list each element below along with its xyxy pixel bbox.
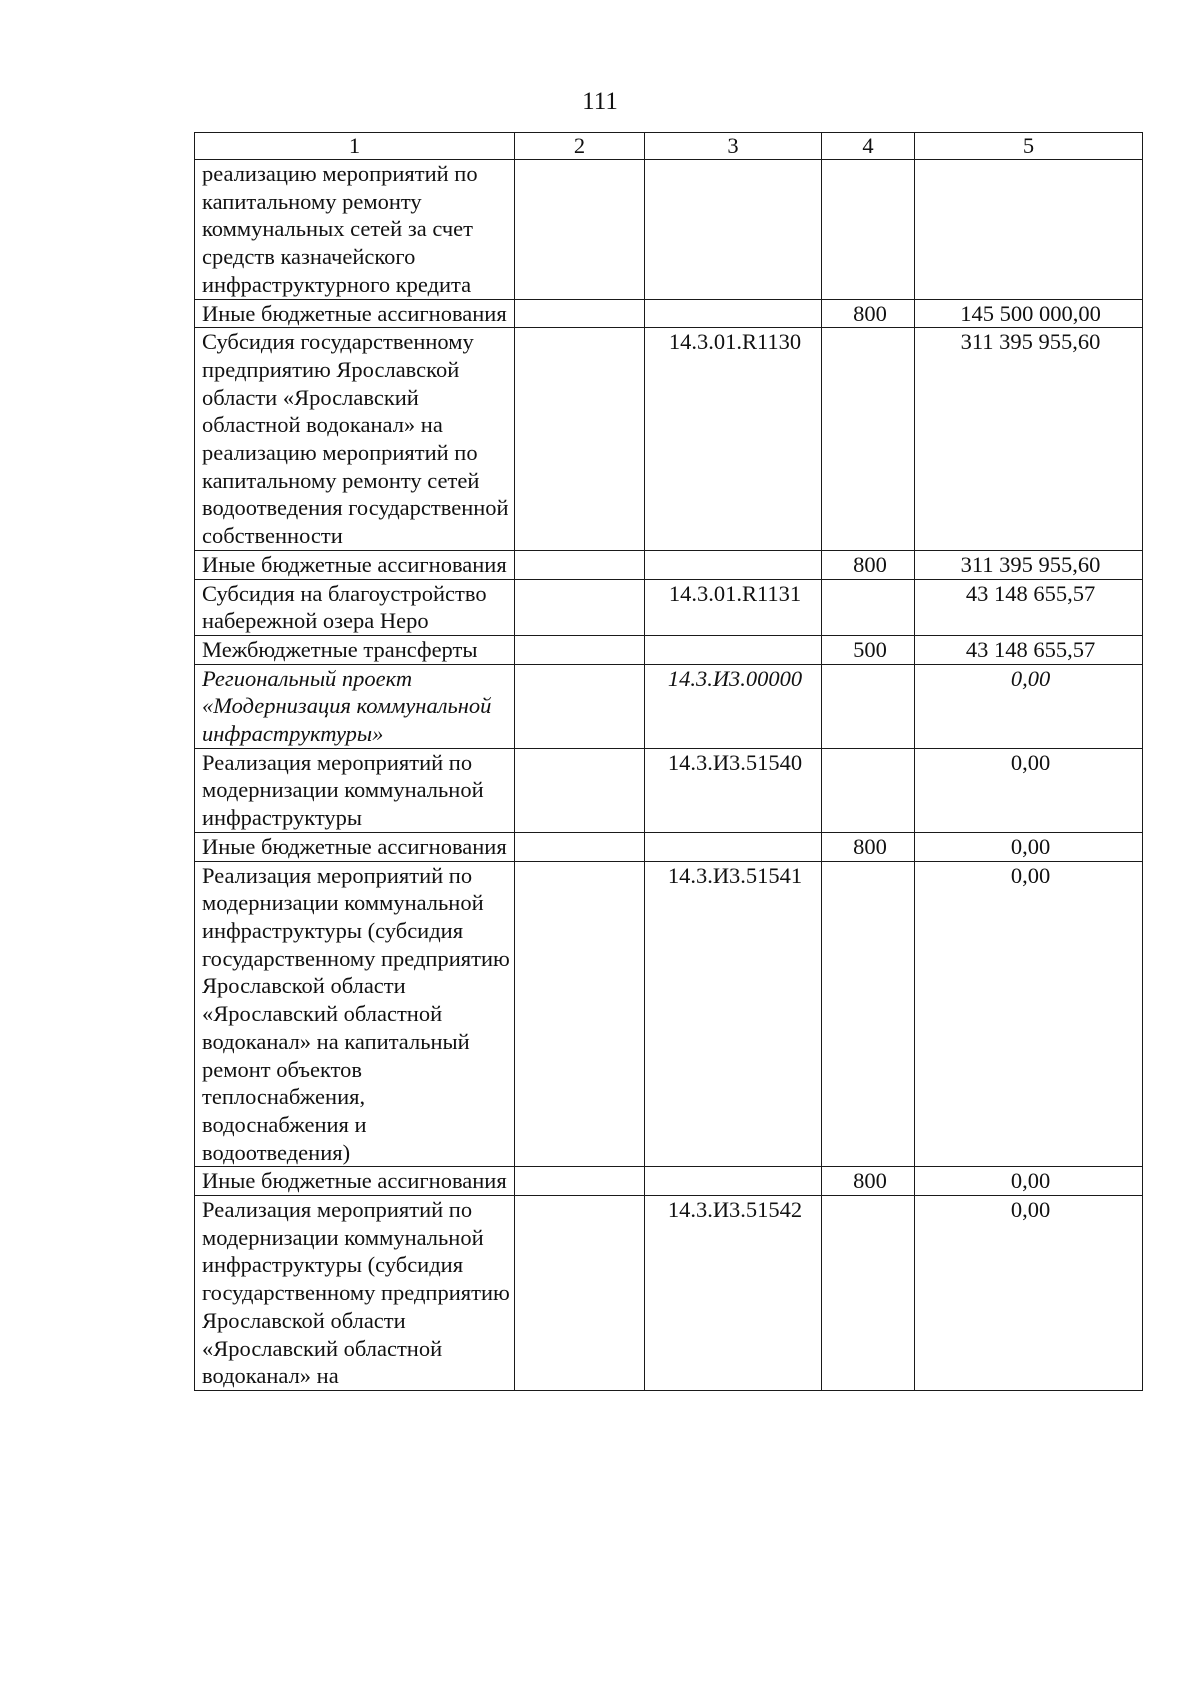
- row-code-cell: 14.3.01.R1130: [645, 328, 822, 551]
- row-amount-cell: 311 395 955,60: [915, 550, 1143, 579]
- page-number: 111: [582, 88, 618, 115]
- column-header-1: 1: [195, 133, 515, 160]
- table-row: [195, 1167, 1143, 1196]
- row-code-cell: [645, 550, 822, 579]
- row-section-cell: [515, 299, 645, 328]
- row-amount-cell: 0,00: [915, 1167, 1143, 1196]
- row-expense-type-cell: [822, 579, 915, 635]
- row-section-cell: [515, 160, 645, 300]
- row-code-cell: 14.3.И3.51540: [645, 748, 822, 832]
- row-expense-type-cell: 800: [822, 550, 915, 579]
- row-section-cell: [515, 832, 645, 861]
- table-row: [195, 328, 1143, 551]
- table-row: [195, 550, 1143, 579]
- row-name-cell: Иные бюджетные ассигнования: [195, 832, 515, 861]
- row-section-cell: [515, 748, 645, 832]
- column-header-3: 3: [645, 133, 822, 160]
- row-section-cell: [515, 328, 645, 551]
- table-row: [195, 299, 1143, 328]
- row-expense-type-cell: [822, 160, 915, 300]
- row-section-cell: [515, 550, 645, 579]
- row-name-cell: Субсидия на благоустройство набережной озера Неро: [195, 579, 515, 635]
- row-amount-cell: [915, 160, 1143, 300]
- row-name-cell: Реализация мероприятий по модернизации коммунальной инфраструктуры (субсидия государственному предприятию Ярославской области «Ярославский областной водоканал» на: [195, 1196, 515, 1391]
- row-code-cell: 14.3.И3.00000: [645, 664, 822, 748]
- table-row: [195, 861, 1143, 1167]
- table-row: [195, 635, 1143, 664]
- table-row: [195, 579, 1143, 635]
- row-name-cell: Реализация мероприятий по модернизации коммунальной инфраструктуры: [195, 748, 515, 832]
- row-name-cell: Межбюджетные трансферты: [195, 635, 515, 664]
- column-header-5: 5: [915, 133, 1143, 160]
- row-amount-cell: 145 500 000,00: [915, 299, 1143, 328]
- row-code-cell: 14.3.01.R1131: [645, 579, 822, 635]
- row-amount-cell: 43 148 655,57: [915, 635, 1143, 664]
- row-code-cell: [645, 1167, 822, 1196]
- row-name-cell: Иные бюджетные ассигнования: [195, 299, 515, 328]
- row-expense-type-cell: 800: [822, 1167, 915, 1196]
- row-name-cell: Иные бюджетные ассигнования: [195, 1167, 515, 1196]
- row-amount-cell: 0,00: [915, 861, 1143, 1167]
- row-section-cell: [515, 861, 645, 1167]
- budget-table: [194, 132, 1143, 1391]
- row-name-cell: Иные бюджетные ассигнования: [195, 550, 515, 579]
- row-name-cell: Субсидия государственному предприятию Ярославской области «Ярославский областной водоканал» на реализацию мероприятий по капитальному ремонту сетей водоотведения государственной собственности: [195, 328, 515, 551]
- row-code-cell: [645, 832, 822, 861]
- row-amount-cell: 43 148 655,57: [915, 579, 1143, 635]
- row-section-cell: [515, 635, 645, 664]
- row-expense-type-cell: 800: [822, 299, 915, 328]
- row-code-cell: 14.3.И3.51541: [645, 861, 822, 1167]
- table-row: [195, 748, 1143, 832]
- row-expense-type-cell: 500: [822, 635, 915, 664]
- row-expense-type-cell: [822, 1196, 915, 1391]
- row-code-cell: [645, 160, 822, 300]
- row-code-cell: [645, 299, 822, 328]
- row-name-cell: реализацию мероприятий по капитальному ремонту коммунальных сетей за счет средств казначейского инфраструктурного кредита: [195, 160, 515, 300]
- row-expense-type-cell: [822, 861, 915, 1167]
- table-row: [195, 832, 1143, 861]
- row-code-cell: [645, 635, 822, 664]
- row-code-cell: 14.3.И3.51542: [645, 1196, 822, 1391]
- column-header-2: 2: [515, 133, 645, 160]
- table-row: [195, 664, 1143, 748]
- column-header-4: 4: [822, 133, 915, 160]
- row-expense-type-cell: 800: [822, 832, 915, 861]
- row-section-cell: [515, 579, 645, 635]
- row-name-cell: Региональный проект «Модернизация коммунальной инфраструктуры»: [195, 664, 515, 748]
- table-row: [195, 160, 1143, 300]
- row-amount-cell: 0,00: [915, 1196, 1143, 1391]
- row-section-cell: [515, 1167, 645, 1196]
- table-header-row: [195, 133, 1143, 160]
- row-expense-type-cell: [822, 748, 915, 832]
- table-body: [195, 160, 1143, 1391]
- row-amount-cell: 311 395 955,60: [915, 328, 1143, 551]
- row-name-cell: Реализация мероприятий по модернизации коммунальной инфраструктуры (субсидия государственному предприятию Ярославской области «Ярославский областной водоканал» на капитальный ремонт объектов теплоснабжения, водоснабжения и водоотведения): [195, 861, 515, 1167]
- row-amount-cell: 0,00: [915, 748, 1143, 832]
- row-amount-cell: 0,00: [915, 664, 1143, 748]
- row-amount-cell: 0,00: [915, 832, 1143, 861]
- row-expense-type-cell: [822, 328, 915, 551]
- row-section-cell: [515, 664, 645, 748]
- row-expense-type-cell: [822, 664, 915, 748]
- table-row: [195, 1196, 1143, 1391]
- row-section-cell: [515, 1196, 645, 1391]
